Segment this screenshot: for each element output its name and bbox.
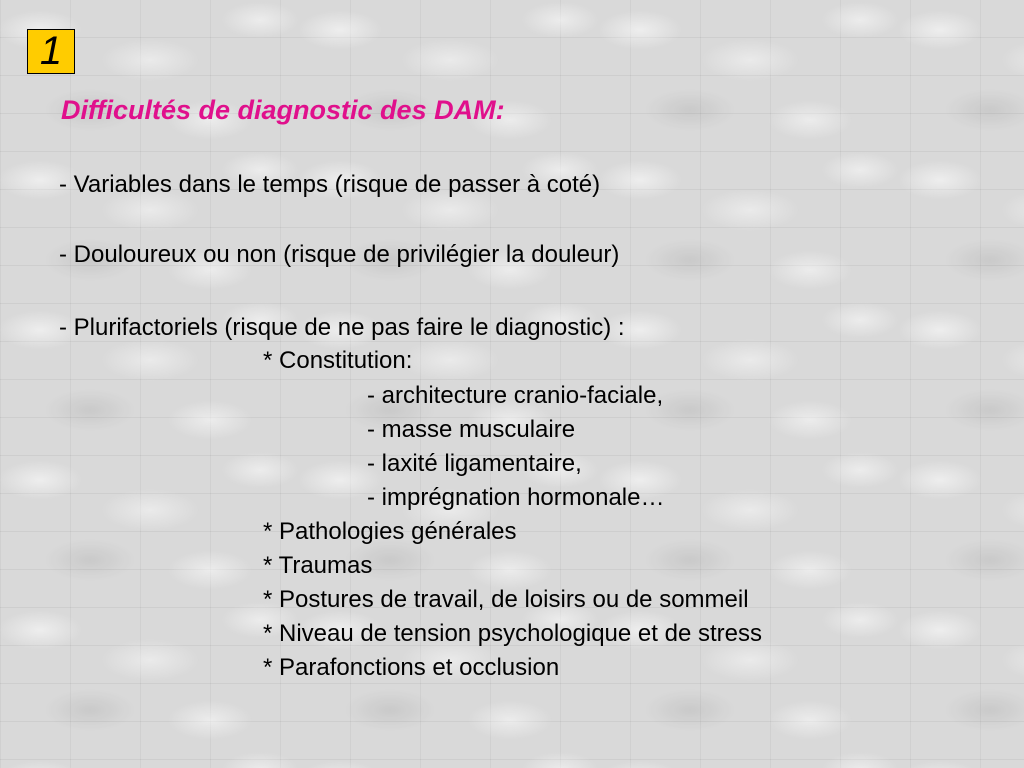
factor-constitution: * Constitution: bbox=[263, 347, 413, 374]
factor-pathologies: * Pathologies générales bbox=[263, 518, 517, 545]
slide-number-badge: 1 bbox=[27, 29, 75, 74]
slide-title: Difficultés de diagnostic des DAM: bbox=[61, 95, 505, 125]
factor-postures: * Postures de travail, de loisirs ou de sommeil bbox=[263, 586, 749, 613]
point-plurifactoriels: - Plurifactoriels (risque de ne pas faire le diagnostic) : bbox=[59, 314, 625, 341]
factor-traumas: * Traumas bbox=[263, 552, 373, 579]
factor-parafonctions: * Parafonctions et occlusion bbox=[263, 654, 560, 681]
factor-tension: * Niveau de tension psychologique et de stress bbox=[263, 620, 762, 647]
constitution-item-laxite: - laxité ligamentaire, bbox=[367, 450, 582, 477]
point-douloureux: - Douloureux ou non (risque de privilégier la douleur) bbox=[59, 241, 620, 268]
constitution-item-masse: - masse musculaire bbox=[367, 416, 576, 443]
constitution-item-architecture: - architecture cranio-faciale, bbox=[367, 382, 664, 409]
point-variables: - Variables dans le temps (risque de passer à coté) bbox=[59, 171, 601, 198]
constitution-item-impregnation: - imprégnation hormonale… bbox=[367, 484, 665, 511]
